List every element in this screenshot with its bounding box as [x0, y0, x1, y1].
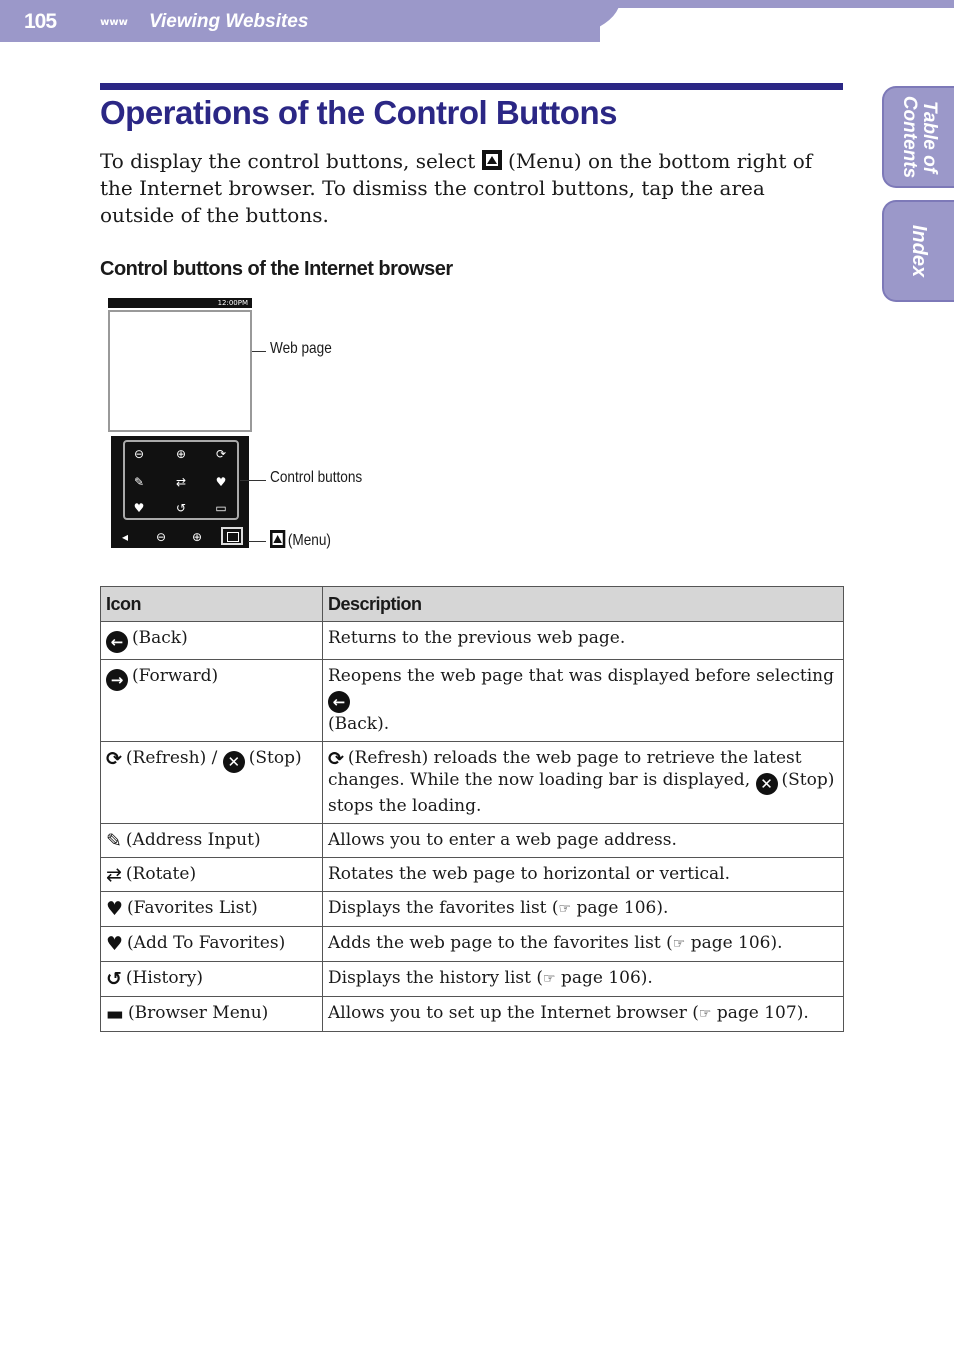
forward-icon: →	[106, 669, 128, 691]
icon-cell	[101, 824, 323, 858]
toc-tab-label: Table of Contents	[899, 95, 940, 179]
forward-icon[interactable]: ⊕	[175, 447, 187, 461]
control-buttons-leader	[240, 480, 266, 481]
icon-label: (Refresh) /	[125, 748, 218, 768]
desc-text: ).	[656, 898, 669, 918]
icon-cell	[101, 892, 323, 927]
icon-cell	[101, 962, 323, 997]
desc-text: (Back).	[328, 714, 390, 734]
table-row	[101, 858, 844, 892]
icon-cell	[101, 742, 323, 824]
table-row	[101, 962, 844, 997]
desc-text: Allows you to set up the Internet browser (	[328, 1003, 699, 1023]
intro-text-2: (Menu) on the bottom right of the Internet browser. To dismiss the control buttons, tap the area outside of the buttons.	[100, 149, 813, 227]
icon-label: (History)	[125, 968, 203, 988]
desc-text: Displays the favorites list (	[328, 898, 559, 918]
index-tab[interactable]	[882, 200, 954, 302]
table-row	[101, 660, 844, 742]
table-row	[101, 997, 844, 1032]
table-row	[101, 927, 844, 962]
back-small-icon[interactable]: ◂	[121, 530, 129, 544]
description-cell	[323, 927, 844, 962]
pointing-hand-icon: ☞	[558, 901, 572, 917]
device-illustration	[108, 298, 252, 550]
icon-label: (Favorites List)	[127, 898, 258, 918]
page-reference[interactable]: page 107	[716, 1003, 797, 1023]
description-cell: Returns to the previous web page.	[323, 622, 844, 660]
menu-label-text: (Menu)	[287, 532, 331, 549]
icon-label: (Browser Menu)	[127, 1003, 269, 1023]
icon-label: (Address Input)	[125, 830, 261, 850]
page-reference[interactable]: page 106	[560, 968, 641, 988]
desc-text: Adds the web page to the favorites list (	[328, 933, 673, 953]
menu-icon	[270, 530, 285, 548]
stop-icon: ✕	[223, 751, 245, 773]
control-buttons-table	[100, 586, 844, 1032]
add-favorite-icon: ♥	[106, 933, 124, 955]
zoom-in-icon[interactable]: ⊕	[191, 530, 203, 544]
refresh-icon[interactable]: ⟳	[215, 447, 227, 461]
menu-label	[270, 530, 331, 550]
toolbox-icon: ▬	[106, 1003, 124, 1025]
pencil-icon: ✎	[106, 830, 122, 852]
refresh-icon: ⟳	[106, 748, 122, 770]
icon-cell	[101, 858, 323, 892]
table-of-contents-tab[interactable]	[882, 86, 954, 188]
web-page-leader	[252, 351, 266, 352]
pointing-hand-icon: ☞	[672, 936, 686, 952]
description-cell	[323, 742, 844, 824]
menu-button[interactable]	[221, 527, 243, 545]
icon-label: (Stop)	[248, 748, 302, 768]
add-favorite-icon[interactable]: ♥	[133, 501, 145, 515]
back-icon[interactable]: ⊖	[133, 447, 145, 461]
toolbox-icon[interactable]: ▭	[215, 501, 227, 515]
zoom-out-icon[interactable]: ⊖	[155, 530, 167, 544]
menu-icon	[482, 150, 502, 170]
desc-text: (Refresh) reloads the web page to retrieve the latest changes. While the now loading bar is displayed,	[328, 748, 802, 790]
description-cell	[323, 892, 844, 927]
description-cell: Rotates the web page to horizontal or vertical.	[323, 858, 844, 892]
description-cell: Allows you to enter a web page address.	[323, 824, 844, 858]
title-rule	[100, 83, 843, 90]
bottom-bar	[111, 526, 249, 548]
desc-text: Displays the history list (	[328, 968, 543, 988]
table-row	[101, 622, 844, 660]
table-row	[101, 742, 844, 824]
icon-label: (Add To Favorites)	[127, 933, 286, 953]
back-icon: ←	[328, 691, 350, 713]
heart-icon[interactable]: ♥	[215, 475, 227, 489]
table-header-row	[101, 587, 844, 622]
page-title: Operations of the Control Buttons	[100, 94, 617, 131]
control-buttons-panel	[111, 436, 249, 526]
refresh-icon: ⟳	[328, 748, 344, 770]
icon-label: (Back)	[132, 628, 188, 648]
desc-text: ).	[796, 1003, 809, 1023]
table-row	[101, 824, 844, 858]
icon-cell	[101, 660, 323, 742]
pointing-hand-icon: ☞	[698, 1006, 712, 1022]
pointing-hand-icon: ☞	[543, 971, 556, 987]
desc-text: ).	[640, 968, 653, 988]
rotate-icon: ⇄	[106, 864, 122, 886]
index-tab-label: Index	[908, 224, 930, 278]
intro-text-1: To display the control buttons, select	[100, 149, 476, 173]
description-cell	[323, 660, 844, 742]
status-bar: 12:00PM	[108, 298, 252, 308]
page-reference[interactable]: page 106	[576, 898, 657, 918]
web-page-label: Web page	[270, 340, 332, 357]
icon-label: (Forward)	[132, 666, 219, 686]
subheading: Control buttons of the Internet browser	[100, 258, 453, 280]
rotate-icon[interactable]: ⇄	[175, 475, 187, 489]
web-page-area	[108, 310, 252, 432]
intro-paragraph	[100, 148, 840, 229]
page-reference[interactable]: page 106	[690, 933, 771, 953]
desc-text: ).	[770, 933, 783, 953]
back-icon: ←	[106, 631, 128, 653]
history-icon[interactable]: ↺	[175, 501, 187, 515]
header-description: Description	[323, 587, 844, 622]
desc-text: Reopens the web page that was displayed before selecting	[328, 666, 834, 686]
menu-leader	[248, 541, 266, 542]
description-cell	[323, 962, 844, 997]
control-buttons-label: Control buttons	[270, 469, 363, 486]
icon-cell	[101, 622, 323, 660]
section-title: Viewing Websites	[149, 11, 309, 32]
icon-cell	[101, 997, 323, 1032]
stop-icon: ✕	[756, 773, 778, 795]
history-icon: ↺	[106, 968, 122, 990]
control-buttons-frame	[123, 440, 239, 520]
description-cell	[323, 997, 844, 1032]
page-number: 105	[24, 10, 57, 33]
icon-label: (Rotate)	[125, 864, 197, 884]
www-icon: www	[100, 17, 128, 28]
icon-cell	[101, 927, 323, 962]
desc-text: (Stop) stops the loading.	[328, 770, 835, 816]
heart-icon: ♥	[106, 898, 124, 920]
pencil-icon[interactable]: ✎	[133, 475, 145, 489]
header-icon: Icon	[101, 587, 323, 622]
table-row	[101, 892, 844, 927]
header-strip	[560, 0, 954, 8]
